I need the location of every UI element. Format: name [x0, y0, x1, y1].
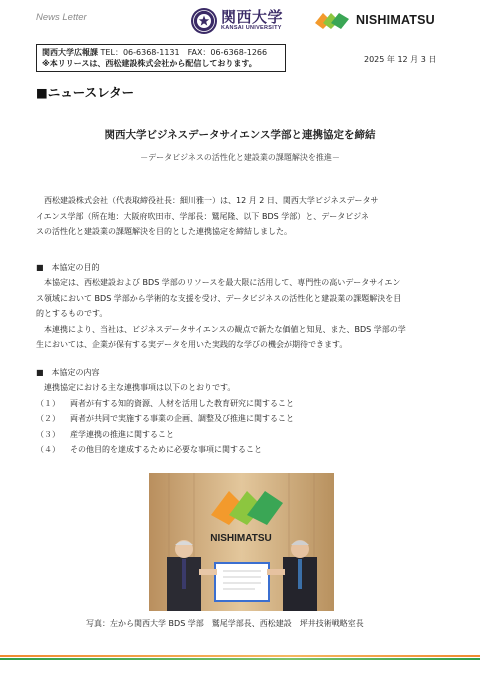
- content-lead: 連携協定における主な連携事項は以下のとおりです。: [44, 383, 236, 392]
- kansai-logo-jp: 関西大学: [221, 8, 284, 27]
- signing-photo-image: [149, 473, 334, 611]
- list-item: [36, 442, 448, 458]
- press-contact-box: [36, 44, 286, 72]
- content-heading: ■ 本協定の内容: [36, 368, 100, 377]
- nishimatsu-logo-text: NISHIMATSU: [356, 13, 435, 27]
- purpose-line: 本連携により、当社は、ビジネスデータサイエンスの観点で新たな価値と知見、また、BDS 学部の学: [44, 324, 406, 334]
- news-subtitle: －データビジネスの活性化と建設業の課題解決を推進－: [140, 153, 340, 162]
- purpose-line: 的とするものです。: [36, 309, 108, 318]
- list-text: 両者が共同で実施する事業の企画、調整及び推進に関すること: [70, 414, 294, 423]
- release-date: 2025 年 12 月 3 日: [364, 55, 437, 64]
- section-heading: ■ニュースレター: [36, 85, 135, 100]
- press-office: 関西大学広報課: [42, 48, 98, 57]
- list-item: [36, 427, 448, 443]
- list-number: （１）: [36, 398, 60, 408]
- press-contact: TEL：06-6368-1131 FAX：06-6368-1266: [100, 48, 268, 57]
- list-text: 両者が有する知的資源、人材を活用した教育研究に関すること: [70, 398, 294, 408]
- photo-sign-text: NISHIMATSU: [210, 533, 272, 544]
- intro-paragraph: [36, 193, 448, 240]
- purpose-line: 本協定は、西松建設および BDS 学部のリソースを最大限に活用して、専門性の高いデータサイエン: [44, 278, 401, 287]
- purpose-heading: ■ 本協定の目的: [36, 263, 100, 272]
- list-number: （３）: [36, 429, 60, 439]
- nishimatsu-logo: [313, 7, 435, 33]
- footer-green-band: [0, 658, 480, 660]
- nishimatsu-mark-icon: [313, 9, 351, 31]
- list-item: [36, 411, 448, 427]
- intro-line: 西松建設株式会社（代表取締役社長：細川雅一）は、12 月 2 日、関西大学ビジネスデータサ: [44, 196, 379, 205]
- newsletter-tag: News Letter: [36, 12, 87, 23]
- purpose-line: 生においては、企業が保有する実データを用いた実践的な学びの機会が期待できます。: [36, 340, 348, 349]
- content-list: [36, 380, 448, 458]
- footer-orange-band: [0, 655, 480, 657]
- list-text: その他目的を達成するために必要な事項に関すること: [70, 445, 262, 454]
- press-note: ※本リリースは、西松建設株式会社から配信しております。: [42, 59, 257, 68]
- list-number: （４）: [36, 445, 60, 454]
- photo-caption: 写真：左から関西大学 BDS 学部 鷲尾学部長、西松建設 坪井技術戦略室長: [86, 619, 364, 628]
- list-number: （２）: [36, 414, 60, 423]
- purpose-line: ス領域において BDS 学部から学術的な支援を受け、データビジネスの活性化と建設業の課題解決を目: [36, 293, 402, 303]
- kansai-logo-en: KANSAI UNIVERSITY: [221, 25, 282, 32]
- intro-line: イエンス学部（所在地：大阪府吹田市、学部長：鷲尾隆、以下 BDS 学部）と、データビジネ: [36, 211, 370, 221]
- signing-photo: [149, 473, 334, 611]
- kansai-seal-icon: [190, 7, 218, 35]
- kansai-university-logo: [190, 6, 283, 36]
- news-title: 関西大学ビジネスデータサイエンス学部と連携協定を締結: [104, 129, 376, 141]
- purpose-paragraph: [36, 275, 448, 353]
- list-item: [36, 396, 448, 412]
- list-text: 産学連携の推進に関すること: [70, 429, 174, 439]
- intro-line: スの活性化と建設業の課題解決を目的とした連携協定を締結しました。: [36, 227, 292, 236]
